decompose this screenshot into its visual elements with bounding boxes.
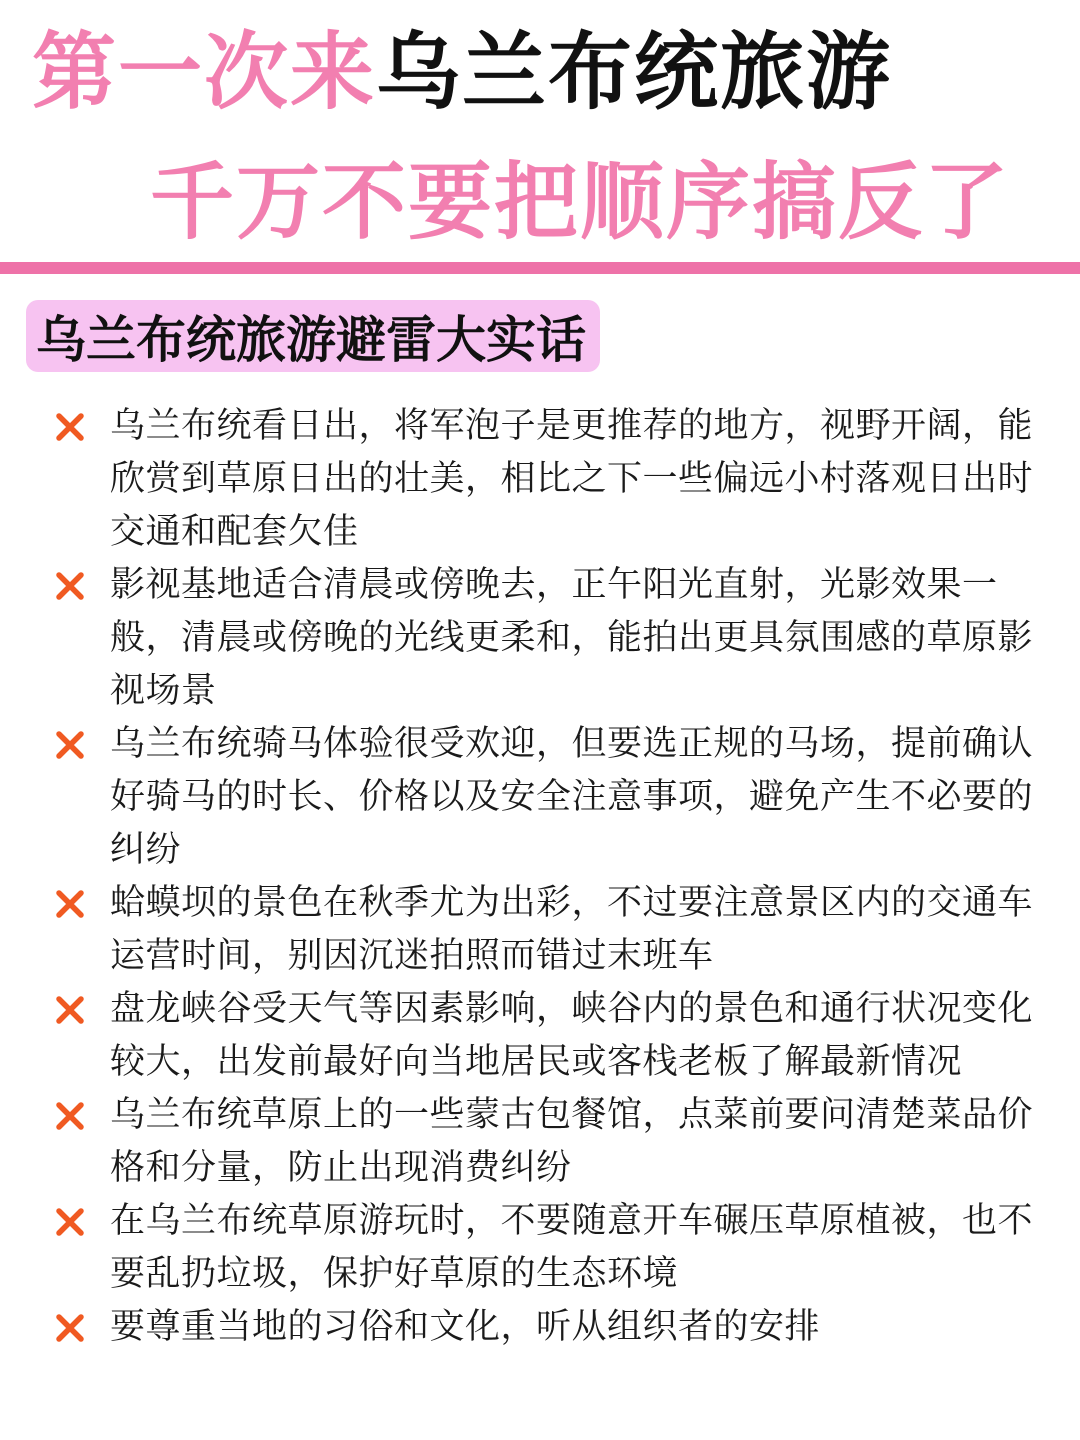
title-main: 乌兰布统旅游 bbox=[376, 23, 893, 121]
tip-text: 乌兰布统看日出，将军泡子是更推荐的地方，视野开阔，能欣赏到草原日出的壮美，相比之下一些偏远小村落观日出时交通和配套欠佳 bbox=[110, 406, 1034, 552]
tip-text: 要尊重当地的习俗和文化，听从组织者的安排 bbox=[110, 1307, 821, 1347]
tip-text: 在乌兰布统草原游玩时，不要随意开车碾压草原植被，也不要乱扔垃圾，保护好草原的生态环境 bbox=[110, 1201, 1034, 1294]
tip-text: 盘龙峡谷受天气等因素影响，峡谷内的景色和通行状况变化较大，出发前最好向当地居民或客栈老板了解最新情况 bbox=[110, 989, 1034, 1082]
tips-list bbox=[54, 400, 1034, 1354]
tip-text: 蛤蟆坝的景色在秋季尤为出彩，不过要注意景区内的交通车运营时间，别因沉迷拍照而错过末班车 bbox=[110, 883, 1034, 976]
tip-item bbox=[54, 1089, 1034, 1195]
page-title-line-2: 千万不要把顺序搞反了 bbox=[150, 153, 1011, 251]
tip-item bbox=[54, 983, 1034, 1089]
section-heading-text: 乌兰布统旅游避雷大实话 bbox=[36, 311, 586, 369]
tip-item bbox=[54, 400, 1034, 559]
cross-icon bbox=[54, 1301, 110, 1354]
cross-icon bbox=[54, 718, 110, 771]
tip-item bbox=[54, 1301, 1034, 1354]
title-highlight: 第一次来 bbox=[32, 23, 377, 121]
header-divider bbox=[0, 262, 1080, 274]
cross-icon bbox=[54, 1089, 110, 1142]
section-heading bbox=[26, 300, 600, 372]
tip-item bbox=[54, 877, 1034, 983]
cross-icon bbox=[54, 877, 110, 930]
cross-icon bbox=[54, 1195, 110, 1248]
tip-item bbox=[54, 559, 1034, 718]
tip-item bbox=[54, 718, 1034, 877]
tip-text: 乌兰布统草原上的一些蒙古包餐馆，点菜前要问清楚菜品价格和分量，防止出现消费纠纷 bbox=[110, 1095, 1034, 1188]
page-title-line-1 bbox=[32, 22, 892, 122]
tip-text: 影视基地适合清晨或傍晚去，正午阳光直射，光影效果一般，清晨或傍晚的光线更柔和，能拍出更具氛围感的草原影视场景 bbox=[110, 565, 1034, 711]
tip-text: 乌兰布统骑马体验很受欢迎，但要选正规的马场，提前确认好骑马的时长、价格以及安全注意事项，避免产生不必要的纠纷 bbox=[110, 724, 1034, 870]
cross-icon bbox=[54, 983, 110, 1036]
cross-icon bbox=[54, 400, 110, 453]
tip-item bbox=[54, 1195, 1034, 1301]
cross-icon bbox=[54, 559, 110, 612]
